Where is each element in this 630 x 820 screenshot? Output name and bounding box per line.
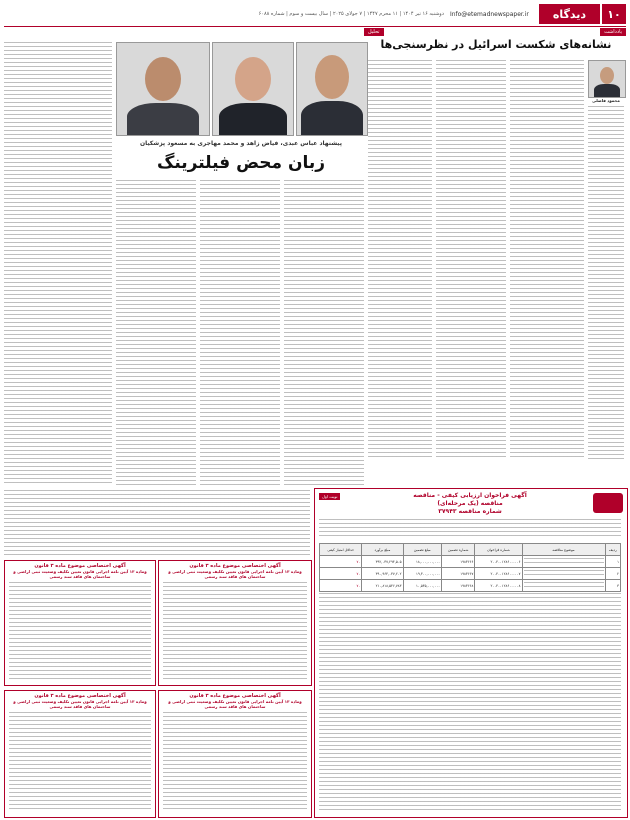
- feature-col-a: [116, 180, 196, 486]
- page-number: ۱۰: [602, 4, 626, 24]
- company-logo-icon: [593, 493, 623, 513]
- tender-subtitle: مناقصه (یک مرحله‌ای): [437, 500, 503, 507]
- tender-title: آگهی فراخوان ارزیابی کیفی - مناقصه: [413, 492, 527, 499]
- page-header: [4, 4, 626, 24]
- tag-analysis: تحلیل: [364, 28, 384, 36]
- feature-col-b: [200, 180, 280, 486]
- small-ad-1: آگهی اختصاصی موضوع ماده ۳ قانون وماده ۱۳ آیین نامه اجرایی قانون تعیین تکلیف وضعیت ثبتی اراضی و ساختمان های فاقد سند رسمی: [4, 560, 156, 686]
- article-col-2: [436, 60, 506, 460]
- feature-kicker: پیشنهاد عباس عبدی، فیاض زاهد و محمد مهاجری به مسعود پزشکیان: [139, 140, 343, 147]
- feature-col-c: [284, 180, 364, 486]
- tender-badge: نوبت اول: [319, 493, 340, 500]
- section-title: دیدگاه: [539, 4, 600, 24]
- small-ad-2: آگهی اختصاصی موضوع ماده ۳ قانون وماده ۱۳ آیین نامه اجرایی قانون تعیین تکلیف وضعیت ثبتی اراضی و ساختمان های فاقد سند رسمی: [158, 560, 312, 686]
- photo-zahed: [212, 42, 294, 136]
- photo-abdi: [296, 42, 368, 136]
- feature-col-left: [4, 42, 112, 486]
- table-row: ۳ ۲۰۰۴۰۰۱۲۸۶۰۰۰۰۰۸ ۱۹۸۳۶۶۸ ۱۰,۵۳۵,۰۰۰,۰۰۰ ۲۱۰,۸۱۸,۵۴۶,۷۸۳ ۷۰: [320, 580, 621, 592]
- tender-intro: [319, 519, 621, 539]
- feature-headline: زبان محض فیلترینگ: [156, 153, 326, 173]
- small-ad-3: آگهی اختصاصی موضوع ماده ۳ قانون وماده ۱۳ آیین نامه اجرایی قانون تعیین تکلیف وضعیت ثبتی اراضی و ساختمان های فاقد سند رسمی: [4, 690, 156, 818]
- table-row: ۱ ۲۰۰۴۰۰۱۲۸۶۰۰۰۰۰۶ ۱۹۸۳۶۶۶ ۱۸,۰۰۰,۰۰۰,۰۰۰ ۳۹۲,۰۳۷,۲۹۴,۵۰۵ ۷۰: [320, 556, 621, 568]
- photo-mohajeri: [116, 42, 210, 136]
- th-row: ردیف: [605, 544, 620, 556]
- tag-note: یادداشت: [600, 28, 626, 36]
- th-min-score: حداقل امتیاز کیفی: [320, 544, 362, 556]
- th-subject: موضوع مناقصه: [522, 544, 605, 556]
- author-photo: [588, 60, 626, 98]
- article-headline: نشانه‌های شکست اسرائیل در نظرسنجی‌ها: [380, 38, 612, 51]
- article-col-3: [368, 60, 432, 460]
- tender-table: [319, 543, 621, 592]
- th-estimate: مبلغ برآورد: [362, 544, 403, 556]
- feature-continuation: [4, 490, 310, 556]
- email-link[interactable]: Info@etemadnewspaper.ir: [449, 10, 529, 18]
- author-name: محمود فاضلی: [592, 98, 620, 103]
- th-call: شماره فراخوان: [475, 544, 522, 556]
- tender-ad: [314, 488, 628, 818]
- tender-body: [319, 593, 621, 811]
- article-col-1: [510, 60, 584, 460]
- th-guarantee-no: شماره تضمین: [442, 544, 475, 556]
- header-rule: [4, 26, 626, 27]
- article-col-1b: [588, 106, 624, 460]
- table-row: ۲ ۲۰۰۴۰۰۱۲۸۶۰۰۰۰۰۷ ۱۹۸۳۶۶۷ ۱۹,۳۰۰,۰۰۰,۰۰۰ ۳۹۰,۹۶۴,۰۳۷,۲۰۲ ۷۰: [320, 568, 621, 580]
- tender-number: شماره مناقصه ۳۷۹۴۳: [438, 508, 502, 515]
- th-guarantee-amt: مبلغ تضمین: [403, 544, 442, 556]
- dateline: دوشنبه ۱۶ تیر ۱۴۰۴ | ۱۱ محرم ۱۴۴۷ | ۷ جولای ۲۰۲۵ | سال بیست و سوم | شماره ۶۰۸۸: [258, 11, 444, 17]
- small-ad-4: آگهی اختصاصی موضوع ماده ۳ قانون وماده ۱۳ آیین نامه اجرایی قانون تعیین تکلیف وضعیت ثبتی اراضی و ساختمان های فاقد سند رسمی: [158, 690, 312, 818]
